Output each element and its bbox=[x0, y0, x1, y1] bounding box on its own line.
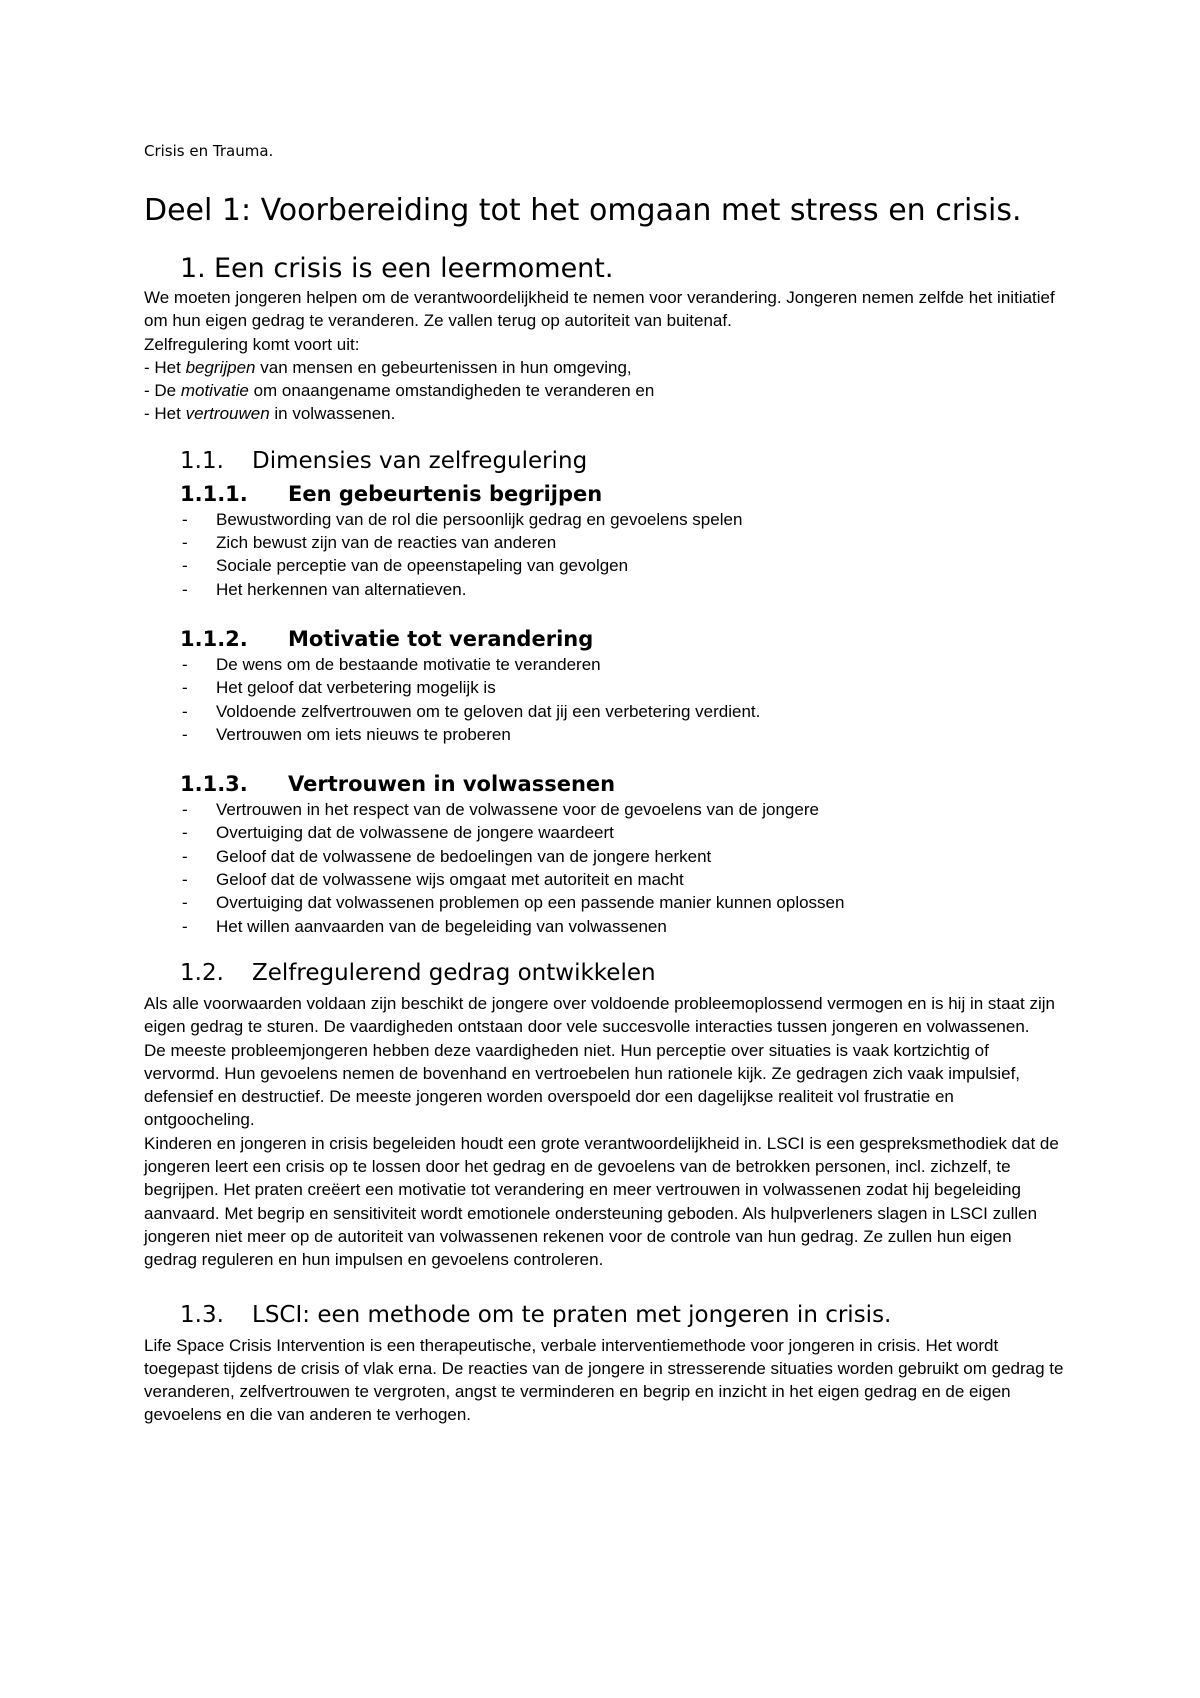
intro-line: Zelfregulering komt voort uit: bbox=[144, 334, 360, 354]
bullet-list bbox=[144, 653, 1064, 746]
subsection-heading-1-3 bbox=[180, 1300, 1064, 1330]
intro-point: - Het vertrouwen in volwassenen. bbox=[144, 404, 396, 424]
list-item: - Sociale perceptie van de opeenstapeling van gevolgen bbox=[182, 556, 629, 576]
subsection-heading-1-2 bbox=[180, 958, 1064, 988]
subsection-title: Zelfregulerend gedrag ontwikkelen bbox=[252, 959, 656, 986]
list-item: - Zich bewust zijn van de reacties van anderen bbox=[182, 533, 557, 553]
emphasis: begrijpen bbox=[185, 357, 256, 377]
subsection-title: Dimensies van zelfregulering bbox=[252, 447, 588, 474]
subsubsection-number: 1.1.1. bbox=[180, 481, 248, 506]
list-item: - Vertrouwen om iets nieuws te proberen bbox=[182, 724, 511, 744]
list-item: - Overtuiging dat de volwassene de jongere waardeert bbox=[182, 823, 614, 843]
subsection-number: 1.2. bbox=[180, 959, 224, 986]
list-item: - Het herkennen van alternatieven. bbox=[182, 579, 467, 599]
emphasis: vertrouwen bbox=[185, 404, 270, 424]
body-paragraph: Kinderen en jongeren in crisis begeleiden houdt een grote verantwoordelijkheid in. LSCI is een gespreksmethodiek dat de jongeren leert een crisis op te lossen door het gedrag en de gevoelens van de betrokken personen, incl. zichzelf, te begrijpen. Het praten creëert een motivatie tot verandering en meer vertrouwen in volwassenen zodat hij begeleiding aanvaard. Met begrip en sensitiviteit wordt emotionele ondersteuning geboden. Als hulpverleners slagen in LSCI zullen jongeren niet meer op de autoriteit van volwassenen rekenen voor de controle van hun gedrag. Ze zullen hun eigen gedrag reguleren en hun impulsen en gevoelens controleren. bbox=[144, 1133, 1059, 1270]
subsubsection-number: 1.1.3. bbox=[180, 772, 248, 797]
emphasis: motivatie bbox=[180, 381, 249, 401]
list-item: - Bewustwording van de rol die persoonlijk gedrag en gevoelens spelen bbox=[182, 509, 743, 529]
part-heading: Deel 1: Voorbereiding tot het omgaan met stress en crisis. bbox=[144, 193, 1022, 228]
list-item: - Voldoende zelfvertrouwen om te geloven dat jij een verbetering verdient. bbox=[182, 701, 761, 721]
list-item: - Geloof dat de volwassene wijs omgaat met autoriteit en macht bbox=[182, 870, 684, 890]
subsubsection-heading-1-1-2 bbox=[180, 625, 1064, 653]
list-item: - Het willen aanvaarden van de begeleiding van volwassenen bbox=[182, 916, 667, 936]
list-item: - De wens om de bestaande motivatie te veranderen bbox=[182, 654, 601, 674]
section-heading-1 bbox=[180, 252, 1064, 286]
intro-point: - Het begrijpen van mensen en gebeurtenissen in hun omgeving, bbox=[144, 357, 632, 377]
body-paragraph: De meeste probleemjongeren hebben deze vaardigheden niet. Hun perceptie over situaties is vaak kortzichtig of vervormd. Hun gevoelens nemen de bovenhand en vertroebelen hun rationele kijk. Ze gedragen zich vaak impulsief, defensief en destructief. De meeste jongeren worden overspoeld dor een dagelijkse realiteit vol frustratie en ontgoocheling. bbox=[144, 1040, 1021, 1130]
subsection-number: 1.1. bbox=[180, 447, 224, 474]
body-paragraph: Life Space Crisis Intervention is een therapeutische, verbale interventiemethode voor jongeren in crisis. Het wordt toegepast tijdens de crisis of vlak erna. De reacties van de jongere in stresserende situaties worden gebruikt om gedrag te veranderen, zelfvertrouwen te vergroten, angst te verminderen en begrip en inzicht in het eigen gedrag en de eigen gevoelens en die van anderen te verhogen. bbox=[144, 1335, 1064, 1425]
document-label: Crisis en Trauma. bbox=[144, 142, 274, 160]
body-paragraph: Als alle voorwaarden voldaan zijn beschikt de jongere over voldoende probleemoplossend vermogen en is hij in staat zijn eigen gedrag te sturen. De vaardigheden ontstaan door vele succesvolle interacties tussen jongeren en volwassenen. bbox=[144, 993, 1055, 1037]
subsubsection-number: 1.1.2. bbox=[180, 626, 248, 651]
subsubsection-title: Vertrouwen in volwassenen bbox=[288, 772, 616, 797]
list-item: - Geloof dat de volwassene de bedoelingen van de jongere herkent bbox=[182, 846, 712, 866]
subsubsection-heading-1-1-3 bbox=[180, 770, 1064, 798]
list-item: - Vertrouwen in het respect van de volwassene voor de gevoelens van de jongere bbox=[182, 800, 819, 820]
bullet-list bbox=[144, 508, 1064, 601]
document-body bbox=[144, 140, 1064, 1427]
subsection-number: 1.3. bbox=[180, 1301, 224, 1328]
bullet-list bbox=[144, 798, 1064, 938]
subsubsection-heading-1-1-1 bbox=[180, 480, 1064, 508]
subsection-title: LSCI: een methode om te praten met jongeren in crisis. bbox=[252, 1301, 892, 1328]
section-number: 1. bbox=[180, 253, 206, 284]
subsubsection-title: Een gebeurtenis begrijpen bbox=[288, 481, 603, 506]
subsection-heading-1-1 bbox=[180, 446, 1064, 476]
list-item: - Het geloof dat verbetering mogelijk is bbox=[182, 678, 496, 698]
section-title: Een crisis is een leermoment. bbox=[214, 253, 614, 284]
subsubsection-title: Motivatie tot verandering bbox=[288, 626, 594, 651]
intro-paragraph: We moeten jongeren helpen om de verantwoordelijkheid te nemen voor verandering. Jongeren nemen zelfde het initiatief om hun eigen gedrag te veranderen. Ze vallen terug op autoriteit van buitenaf. bbox=[144, 288, 1055, 331]
list-item: - Overtuiging dat volwassenen problemen op een passende manier kunnen oplossen bbox=[182, 893, 845, 913]
intro-point: - De motivatie om onaangename omstandigheden te veranderen en bbox=[144, 381, 655, 401]
